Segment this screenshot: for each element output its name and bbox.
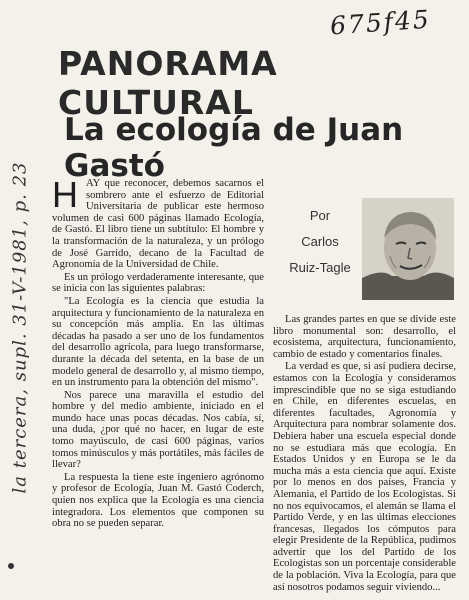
byline-by: Por: [309, 208, 331, 223]
byline-first-name: Carlos: [301, 234, 339, 249]
section-title: PANORAMA CULTURAL: [58, 44, 278, 122]
drop-cap: H: [52, 174, 78, 215]
author-portrait-image: [362, 198, 454, 300]
article-paragraph: Nos parece una maravilla el estudio del hombre y del medio ambiente, iniciado en el mundo hace unas pocas décadas. Nos cabía, sí, una duda, ¿por qué no hacer, en lugar de este tomo mayúsculo, de casi 600 páginas, varios tomos minúsculos y más portátiles, más fáciles de llevar?: [52, 389, 264, 471]
article-paragraph: HAY que reconocer, debemos sacarnos el sombrero ante el esfuerzo de Editorial Universitaria de publicar este hermoso volumen de casi 600 páginas llamado Ecología, de Gastó. El libro tiene un subtítulo: El hombre y la transformación de la naturaleza, y un prólogo de José Garrido, decano de la Facultad de Agronomía de la Universidad de Chile.: [52, 174, 264, 271]
article-headline: La ecología de Juan Gastó: [64, 112, 404, 184]
punch-hole-mark: [8, 563, 14, 569]
article-column-left: [52, 174, 264, 531]
article-column-right: [273, 314, 456, 594]
byline-last-name: Ruiz-Tagle: [289, 260, 351, 275]
article-quote: "La Ecología es la ciencia que estudia la arquitectura y funcionamiento de la naturaleza en su concepción más amplia. En las últimas décadas ha pasado a ser uno de los fundamentos del desarrollo agrícola, para luego transformarse, durante la década del setenta, en la base de un modelo general de desarrollo y, al mismo tiempo, en un instrumento para la obtención del mismo".: [52, 295, 264, 389]
article-paragraph: La respuesta la tiene este ingeniero agrónomo y profesor de Ecología, Juan M. Gastó Coderch, quien nos explica que la Ecología es una ciencia integradora. Los elementos que componen su obra no se pueden separar.: [52, 471, 264, 530]
handwritten-archive-number: 675f45: [329, 4, 432, 41]
byline: [280, 203, 360, 281]
article-paragraph: Las grandes partes en que se divide este libro monumental son: desarrollo, el ecosistema, arquitectura, funcionamiento, cambio de estado y comentarios finales.: [273, 314, 456, 360]
article-paragraph: La verdad es que, si así pudiera decirse, estamos con la Ecología y consideramos imprescindible que no se siga estudiando en Chile, en diferentes escuelas, en diferentes facultades, Agronomía y Arquitectura para nombrar solamente dos. Debiera haber una escuela especial donde no se estudiara más que ecología. En Estados Unidos y en Europa se le da mucha más a esta ciencia que aquí. Existe por lo menos en dos países, Francia y Alemania, el Partido de los Ecologistas. Si no nos equivocamos, el alemán se llama el Partido Verde, y en las últimas elecciones francesas, llegados los cómputos para elegir Presidente de la República, pudimos advertir que los del Partido de los Ecologistas son un porcentaje considerable de la población. Viva la Ecología, para que así nosotros podamos seguir viviendo...: [273, 361, 456, 593]
author-photo: [362, 198, 454, 300]
article-paragraph: Es un prólogo verdaderamente interesante, que se inicia con las siguientes palabras:: [52, 271, 264, 295]
handwritten-margin-note: la tercera, supl. 31-V-1981, p. 23: [9, 161, 31, 494]
